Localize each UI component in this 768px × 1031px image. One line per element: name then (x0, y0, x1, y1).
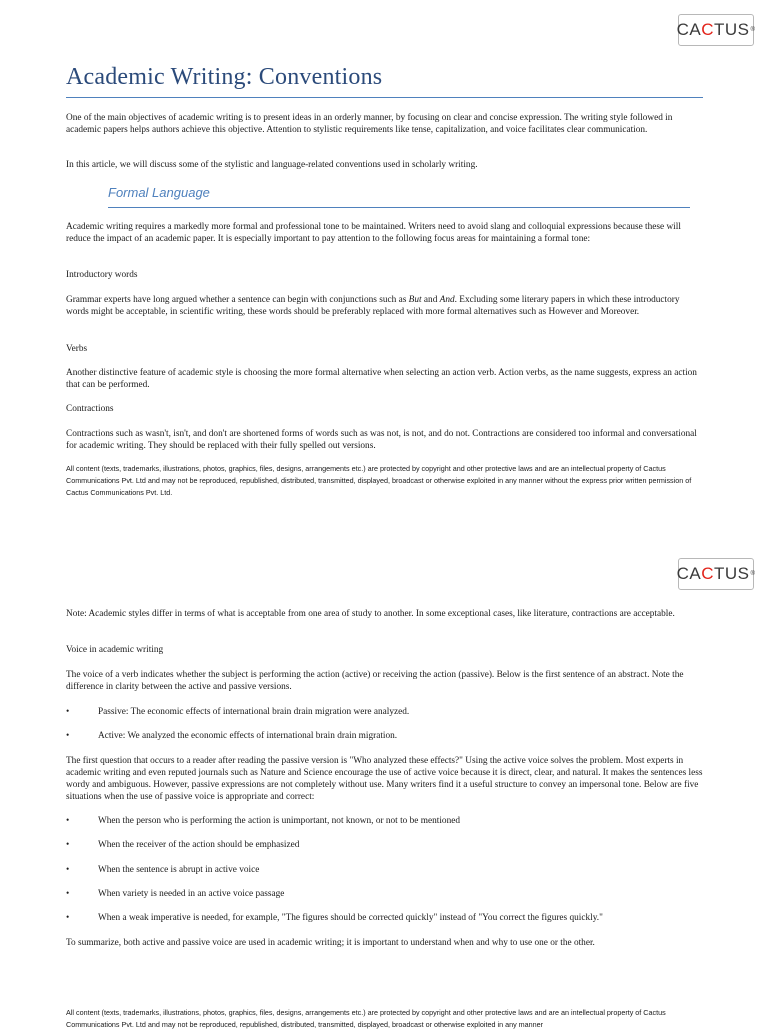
heading-introductory-words: Introductory words (66, 270, 138, 280)
summary-paragraph: To summarize, both active and passive voice are used in academic writing; it is important to understand when and why to use one or the other. (66, 938, 595, 948)
bullet-marker: • (66, 816, 70, 826)
situation-item: When the sentence is abrupt in active voice (98, 865, 260, 875)
heading-verbs: Verbs (66, 344, 88, 354)
bullet-marker: • (66, 707, 70, 717)
introductory-words-paragraph: Grammar experts have long argued whether a sentence can begin with conjunctions such as But and And. Excluding some literary papers in which these introductory words might be acceptable, in scientific writing, these words should be preferably replaced with more formal alternatives such as However and Moreover. (66, 295, 680, 317)
situation-item: When the receiver of the action should be emphasized (98, 840, 300, 850)
verbs-paragraph: Another distinctive feature of academic style is choosing the more formal alternative when selecting an action verb. Action verbs, as the name suggests, express an action that can be performed. (66, 368, 697, 390)
section-heading: Formal Language (108, 185, 210, 200)
situation-item: When variety is needed in an active voice passage (98, 889, 285, 899)
copyright-notice: All content (texts, trademarks, illustrations, photos, graphics, files, designs, arrangements etc.) are protected by copyright and other protective laws and are an intellectual property of Cactus Communications Pvt. Ltd and may not be reproduced, republished, distributed, transmitted, displayed, broadcast or otherwise exploited in any manner (66, 1008, 666, 1029)
bullet-marker: • (66, 731, 70, 741)
intro-paragraph-2: In this article, we will discuss some of the stylistic and language-related conventions used in scholarly writing. (66, 160, 478, 170)
section-rule (108, 207, 690, 208)
heading-contractions: Contractions (66, 404, 114, 414)
page-title: Academic Writing: Conventions (66, 64, 383, 90)
title-rule (66, 97, 703, 98)
cactus-logo: CA C TUS ® (678, 558, 754, 590)
passive-example: Passive: The economic effects of international brain drain migration were analyzed. (98, 707, 410, 717)
cactus-logo: CA C TUS ® (678, 14, 754, 46)
contractions-paragraph: Contractions such as wasn't, isn't, and don't are shortened forms of words such as was not, is not, and do not. Contractions are considered too informal and conversational for academic writing. They should be replaced with their fully spelled out versions. (66, 429, 697, 451)
active-example: Active: We analyzed the economic effects of international brain drain migration. (98, 731, 398, 741)
bullet-marker: • (66, 840, 70, 850)
situation-item: When the person who is performing the action is unimportant, not known, or not to be mentioned (98, 816, 460, 826)
situation-item: When a weak imperative is needed, for example, "The figures should be corrected quickly" instead of "You correct the figures quickly." (98, 913, 603, 923)
formal-paragraph: Academic writing requires a markedly more formal and professional tone to be maintained. Writers need to avoid slang and colloquial expressions because these will reduce the impact of an academic paper. It is especially important to pay attention to the following focus areas for maintaining a formal tone: (66, 222, 681, 244)
bullet-marker: • (66, 889, 70, 899)
copyright-notice: All content (texts, trademarks, illustrations, photos, graphics, files, designs, arrangements etc.) are protected by copyright and other protective laws and are an intellectual property of Cactus Communications Pvt. Ltd and may not be reproduced, republished, distributed, transmitted, displayed, broadcast or otherwise exploited in any manner without the express prior written permission of Cactus Communications Pvt. Ltd. (66, 464, 692, 497)
question-paragraph: The first question that occurs to a reader after reading the passive version is "Who analyzed these effects?" Using the active voice solves the problem. Most experts in academic writing and even reputed journals such as Nature and Science encourage the use of active voice because it is direct, clear, and natural. It makes the sentences less wordy and ambiguous. However, passive expressions are not completely without use. Many writers find it a useful structure to convey an impersonal tone. Below are five situations when the use of passive voice is appropriate and correct: (66, 756, 703, 802)
bullet-marker: • (66, 865, 70, 875)
bullet-marker: • (66, 913, 70, 923)
intro-paragraph: One of the main objectives of academic writing is to present ideas in an orderly manner, by focusing on clear and concise expression. The writing style followed in academic papers helps authors achieve this objective. Attention to stylistic requirements like tense, capitalization, and voice facilitates clear communication. (66, 113, 673, 135)
note-paragraph: Note: Academic styles differ in terms of what is acceptable from one area of study to another. In some exceptional cases, like literature, contractions are acceptable. (66, 609, 675, 619)
voice-paragraph: The voice of a verb indicates whether the subject is performing the action (active) or receiving the action (passive). Below is the first sentence of an abstract. Note the difference in clarity between the active and passive versions. (66, 670, 684, 692)
heading-voice: Voice in academic writing (66, 645, 164, 655)
